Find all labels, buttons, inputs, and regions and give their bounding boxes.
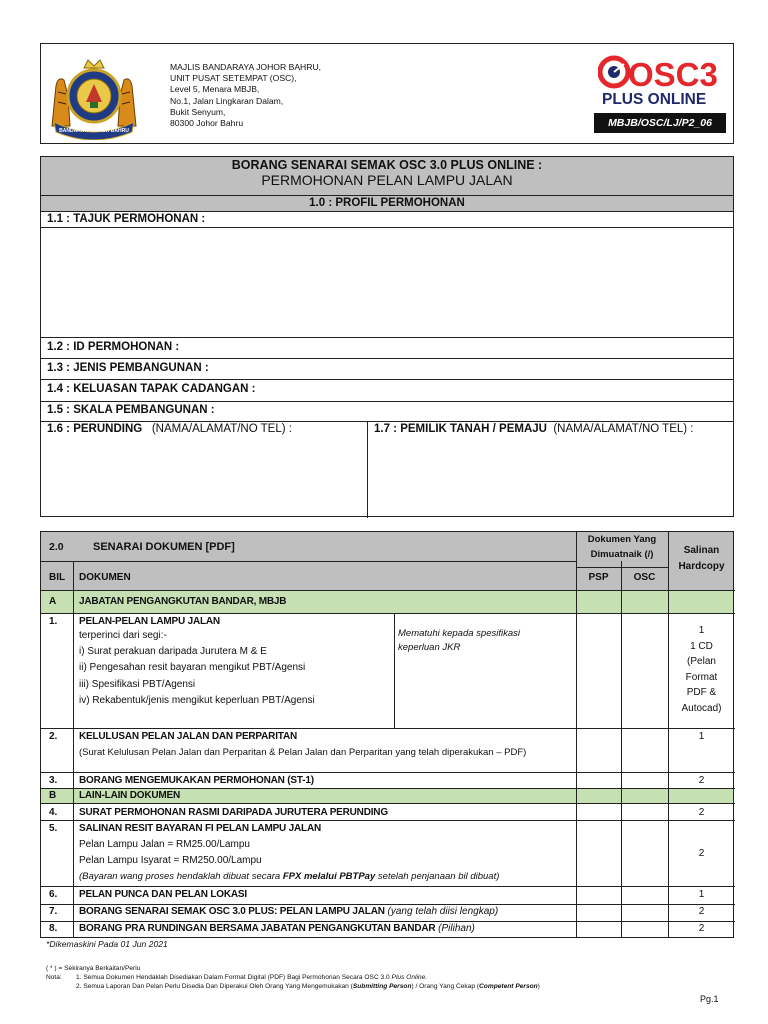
item-detail: iv) Rekabentuk/jenis mengikut keperluan PBT/Agensi <box>79 695 315 706</box>
item-title: PELAN PUNCA DAN PELAN LOKASI <box>79 889 247 900</box>
logo-sub-text: PLUS ONLINE <box>602 91 707 108</box>
item-number: 2. <box>49 731 58 742</box>
item-note <box>79 871 499 882</box>
address-line: No.1, Jalan Lingkaran Dalam, <box>170 95 284 106</box>
col-document-header: DOKUMEN <box>79 572 131 583</box>
legend-note-1 <box>76 973 427 982</box>
crest-ribbon-text: BANDARAYA JOHOR BAHRU <box>59 128 129 134</box>
address-line: MAJLIS BANDARAYA JOHOR BAHRU, <box>170 62 322 72</box>
legend-note-1-text: 1. Semua Dokumen Hendaklah Disediakan Dalam Format Digital (PDF) Bagi Permohonan Secara OSC 3.0 <box>76 974 392 981</box>
item-detail: i) Surat perakuan daripada Jurutera M & E <box>79 646 267 657</box>
field-label <box>374 423 694 435</box>
item-number: 5. <box>49 823 58 834</box>
legend-notes <box>46 964 540 991</box>
item1-hardcopy <box>668 623 735 716</box>
hardcopy-qty: 2 <box>698 775 705 786</box>
section-title: SENARAI DOKUMEN [PDF] <box>93 541 235 553</box>
field-consultant[interactable] <box>41 422 368 518</box>
legend-competent-person: Competent Person <box>479 983 538 990</box>
field-label: 1.4 : KELUASAN TAPAK CADANGAN : <box>47 383 256 395</box>
legend-note-2-mid: ) / Orang Yang Cekap ( <box>411 983 480 990</box>
item-number: 6. <box>49 889 58 900</box>
form-title-band <box>41 157 733 195</box>
payment-note: (Bayaran wang proses hendaklah dibuat secara <box>79 871 283 882</box>
col-uploaded-header-2: Dimuatnaik (/) <box>590 549 654 560</box>
address-line: UNIT PUSAT SETEMPAT (OSC), <box>170 73 297 84</box>
item-title: PELAN-PELAN LAMPU JALAN <box>79 616 220 627</box>
address-block <box>170 62 321 129</box>
legend-line <box>46 973 540 982</box>
hardcopy-qty: 1 <box>698 889 705 900</box>
osc3-plus-online-logo <box>598 52 722 108</box>
legend-note-2-text: 2. Semua Laporan Dan Pelan Perlu Disedia Dan Diperakui Oleh Orang Yang Mengemukakan ( <box>76 983 353 990</box>
col-hardcopy-header: Salinan <box>683 545 720 556</box>
last-updated-note: *Dikemaskini Pada 01 Jun 2021 <box>46 939 168 949</box>
profile-subtitle: 1.0 : PROFIL PERMOHONAN <box>41 195 733 211</box>
form-title-line2: PERMOHONAN PELAN LAMPU JALAN <box>261 172 513 188</box>
hardcopy-qty: 1 <box>698 625 705 636</box>
application-title-input-area[interactable] <box>41 227 733 337</box>
item-detail: terperinci dari segi:- <box>79 630 167 641</box>
field-landowner[interactable] <box>368 422 734 518</box>
field-development-type[interactable] <box>41 358 733 379</box>
field-application-title[interactable] <box>41 211 733 227</box>
hardcopy-qty: 1 CD <box>690 640 713 652</box>
field-label: 1.5 : SKALA PEMBANGUNAN : <box>47 404 215 416</box>
col-uploaded-header: Dokumen Yang <box>587 534 657 545</box>
legend-nota-label: Nota: <box>46 974 62 981</box>
col-bil-header: BIL <box>49 572 66 583</box>
hardcopy-qty: Format <box>685 671 718 683</box>
hardcopy-qty: 2 <box>698 848 705 859</box>
field-label: 1.2 : ID PERMOHONAN : <box>47 341 180 353</box>
item8-title: BORANG PRA RUNDINGAN BERSAMA JABATAN PENGANGKUTAN BANDAR <box>79 923 436 934</box>
legend-note-1-italic: Plus Online. <box>391 974 428 981</box>
hardcopy-qty: Autocad) <box>681 702 722 714</box>
item-detail: ii) Pengesahan resit bayaran mengikut PBT/Agensi <box>79 662 306 673</box>
item-title: BORANG MENGEMUKAKAN PERMOHONAN (ST-1) <box>79 775 314 786</box>
field-site-area[interactable] <box>41 379 733 401</box>
application-profile-section <box>40 156 734 517</box>
col-hardcopy-header-2: Hardcopy <box>678 561 725 572</box>
field-label <box>47 423 292 435</box>
address-line: Level 5, Menara MBJB, <box>170 84 260 95</box>
group-a-title: JABATAN PENGANGKUTAN BANDAR, MBJB <box>79 596 287 607</box>
contacts-row <box>41 421 733 518</box>
item-number: 8. <box>49 923 58 934</box>
group-b-title: LAIN-LAIN DOKUMEN <box>79 790 181 801</box>
legend-note-2 <box>46 982 540 991</box>
field-label: 1.3 : JENIS PEMBANGUNAN : <box>47 362 209 374</box>
section-number: 2.0 <box>49 541 64 553</box>
landowner-note: (NAMA/ALAMAT/NO TEL) : <box>553 423 694 435</box>
form-title-line1: BORANG SENARAI SEMAK OSC 3.0 PLUS ONLINE : <box>231 158 543 172</box>
legend-submitting-person: Submitting Person <box>352 983 412 990</box>
item-number: 3. <box>49 775 58 786</box>
logo-main-text: OSC3 <box>628 56 718 93</box>
item-note: Mematuhi kepada spesifikasi <box>398 628 520 639</box>
payment-note-end: setelah penjanaan bil dibuat) <box>375 871 500 882</box>
group-b-label: B <box>49 790 57 801</box>
field-application-id[interactable] <box>41 337 733 358</box>
col-psp-header: PSP <box>588 572 609 583</box>
item-detail: iii) Spesifikasi PBT/Agensi <box>79 679 196 690</box>
johor-bahru-crest-logo <box>48 56 140 140</box>
item7-note: (yang telah diisi lengkap) <box>384 906 499 917</box>
hardcopy-qty: 2 <box>698 906 705 917</box>
landowner-label: 1.7 : PEMILIK TANAH / PEMAJU <box>374 423 547 435</box>
item-title: SALINAN RESIT BAYARAN FI PELAN LAMPU JALAN <box>79 823 321 834</box>
col-osc-header: OSC <box>633 572 656 583</box>
hardcopy-qty: 2 <box>698 807 705 818</box>
form-reference-code: MBJB/OSC/LJ/P2_06 <box>594 113 726 133</box>
item-number: 1. <box>49 616 58 627</box>
consultant-note: (NAMA/ALAMAT/NO TEL) : <box>151 423 292 435</box>
item-detail: Pelan Lampu Jalan = RM25.00/Lampu <box>79 839 250 850</box>
item-number: 7. <box>49 906 58 917</box>
address-line: Bukit Senyum, <box>170 106 226 117</box>
hardcopy-qty: (Pelan <box>687 656 716 667</box>
item-detail: (Surat Kelulusan Pelan Jalan dan Perparitan & Pelan Jalan dan Perparitan yang telah diperakukan – PDF) <box>79 747 527 758</box>
group-a-label: A <box>49 596 57 607</box>
field-label: 1.1 : TAJUK PERMOHONAN : <box>47 213 206 225</box>
hardcopy-qty: PDF & <box>686 687 717 698</box>
item-detail: Pelan Lampu Isyarat = RM250.00/Lampu <box>79 855 262 866</box>
field-development-scale[interactable] <box>41 401 733 421</box>
address-line: 80300 Johor Bahru <box>170 118 244 129</box>
legend-note-2-end: ) <box>537 983 540 990</box>
item-title: KELULUSAN PELAN JALAN DAN PERPARITAN <box>79 731 297 742</box>
item-title <box>79 923 475 934</box>
consultant-label: 1.6 : PERUNDING <box>47 423 143 435</box>
item7-title: BORANG SENARAI SEMAK OSC 3.0 PLUS: PELAN LAMPU JALAN <box>79 906 385 917</box>
legend-line: ( * ) = Sekiranya Berkaitan/Perlu <box>46 965 141 972</box>
hardcopy-qty: 1 <box>698 731 705 742</box>
hardcopy-qty: 2 <box>698 923 705 934</box>
document-checklist-table <box>40 531 734 938</box>
item-number: 4. <box>49 807 58 818</box>
payment-method: FPX melalui PBTPay <box>282 871 376 882</box>
item-title <box>79 906 498 917</box>
item-note: keperluan JKR <box>398 642 461 653</box>
item8-note: (Pilihan) <box>435 923 475 934</box>
item-title: SURAT PERMOHONAN RASMI DARIPADA JURUTERA PERUNDING <box>79 807 388 818</box>
page-number: Pg.1 <box>700 994 719 1004</box>
